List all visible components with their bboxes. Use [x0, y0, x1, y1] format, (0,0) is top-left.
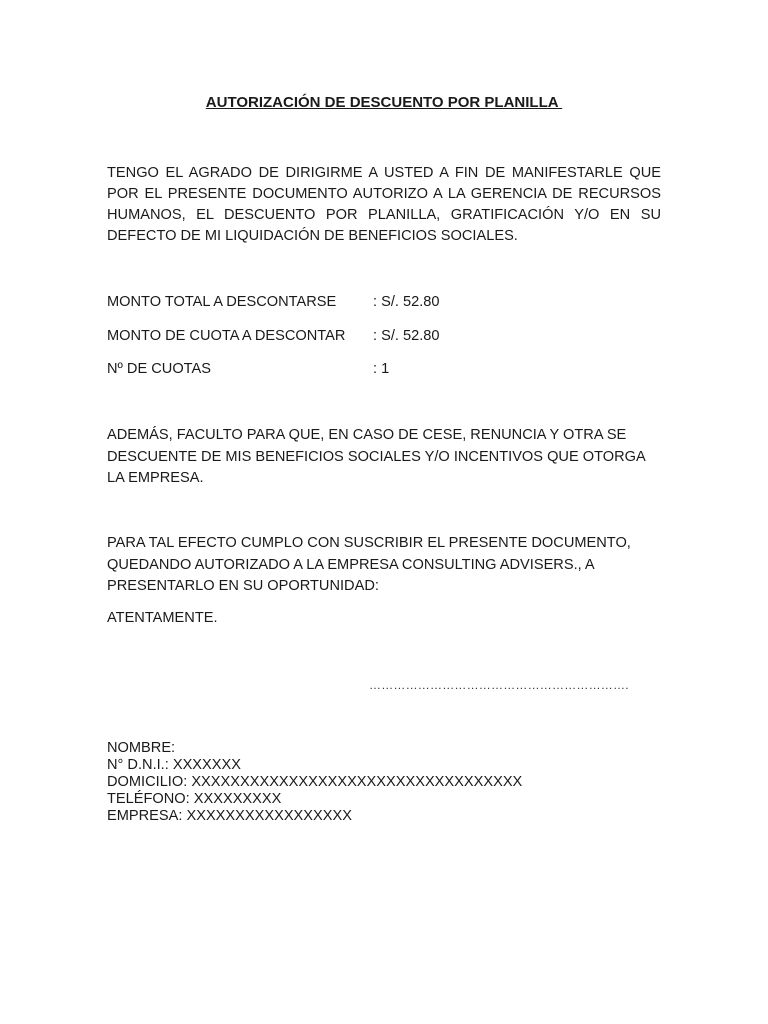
document-title: AUTORIZACIÓN DE DESCUENTO POR PLANILLA: [205, 94, 563, 111]
signer-company: EMPRESA: XXXXXXXXXXXXXXXXX: [107, 808, 352, 824]
second-paragraph: ADEMÁS, FACULTO PARA QUE, EN CASO DE CESE, RENUNCIA Y OTRA SE DESCUENTE DE MIS BENEFICIOS SOCIALES Y/O INCENTIVOS QUE OTORGA LA EMPRESA.: [107, 427, 645, 486]
detail-value: : S/. 52.80: [373, 294, 440, 310]
signer-name: NOMBRE:: [107, 740, 176, 756]
detail-row-total-amount: [107, 292, 661, 326]
detail-label: MONTO TOTAL A DESCONTARSE: [107, 294, 337, 310]
third-paragraph: PARA TAL EFECTO CUMPLO CON SUSCRIBIR EL PRESENTE DOCUMENTO, QUEDANDO AUTORIZADO A LA EMPRESA CONSULTING ADVISERS., A PRESENTARLO EN SU OPORTUNIDAD:: [107, 535, 631, 594]
detail-row-installment-amount: [107, 326, 661, 360]
intro-paragraph: TENGO EL AGRADO DE DIRIGIRME A USTED A FIN DE MANIFESTARLE QUE POR EL PRESENTE DOCUMENTO AUTORIZO A LA GERENCIA DE RECURSOS HUMANOS, EL DESCUENTO POR PLANILLA, GRATIFICACIÓN Y/O EN SU DEFECTO DE MI LIQUIDACIÓN DE BENEFICIOS SOCIALES.: [107, 165, 661, 244]
detail-value: : S/. 52.80: [373, 327, 440, 344]
detail-label: MONTO DE CUOTA A DESCONTAR: [107, 327, 346, 344]
signature-line: ……………………………………………………….: [369, 678, 629, 692]
signer-dni: N° D.N.I.: XXXXXXX: [107, 757, 241, 773]
signer-phone: TELÉFONO: XXXXXXXXX: [107, 791, 282, 807]
detail-row-installment-count: [107, 359, 661, 393]
signer-info: [107, 740, 522, 825]
discount-details: [107, 292, 661, 393]
detail-label: Nº DE CUOTAS: [107, 361, 211, 377]
signer-address: DOMICILIO: XXXXXXXXXXXXXXXXXXXXXXXXXXXXXXXXXX: [107, 774, 523, 790]
closing-text: ATENTAMENTE.: [107, 610, 218, 626]
detail-value: : 1: [373, 361, 390, 377]
